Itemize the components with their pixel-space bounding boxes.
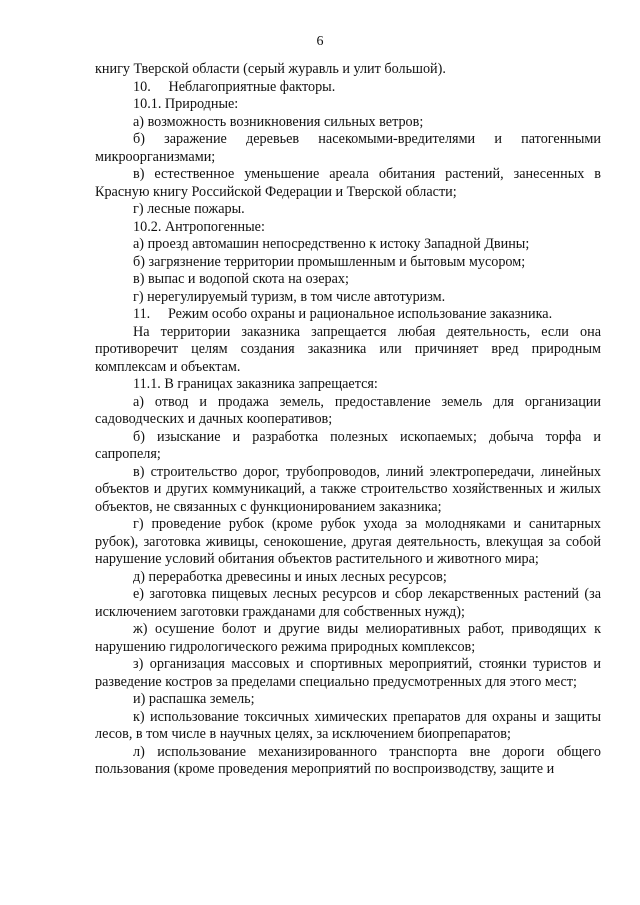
- paragraph: б) загрязнение территории промышленным и бытовым мусором;: [133, 253, 526, 270]
- paragraph: л) использование механизированного транспорта вне дороги общего пользования (кроме проведения мероприятий по воспроизводству, защите и: [95, 743, 605, 777]
- paragraph: ж) осушение болот и другие виды мелиоративных работ, приводящих к нарушению гидрологического режима природных комплексов;: [95, 621, 605, 655]
- document-body: [95, 61, 605, 779]
- paragraph: книгу Тверской области (серый журавль и улит большой).: [95, 61, 446, 77]
- paragraph: к) использование токсичных химических препаратов для охраны и защиты лесов, в том числе в научных целях, за исключением биопрепаратов;: [95, 708, 605, 742]
- paragraph: 10.2. Антропогенные:: [133, 218, 265, 235]
- paragraph: г) проведение рубок (кроме рубок ухода за молодняками и санитарных рубок), заготовка живицы, сенокошение, другая деятельность, влекущая за собой нарушение условий обитания объектов растительного и животного мира;: [95, 516, 605, 567]
- page-number: 6: [316, 34, 324, 49]
- paragraph: г) лесные пожары.: [133, 201, 245, 217]
- paragraph: е) заготовка пищевых лесных ресурсов и сбор лекарственных растений (за исключением заготовки гражданами для собственных нужд);: [95, 586, 605, 620]
- paragraph: в) строительство дорог, трубопроводов, линий электропередачи, линейных объектов и других коммуникаций, а также строительство хозяйственных и жилых объектов, не связанных с функционированием заказника;: [95, 463, 605, 515]
- paragraph: б) изыскание и разработка полезных ископаемых; добыча торфа и сапропеля;: [95, 428, 605, 462]
- paragraph: в) выпас и водопой скота на озерах;: [133, 271, 349, 287]
- paragraph: г) нерегулируемый туризм, в том числе автотуризм.: [133, 288, 446, 305]
- paragraph: 11.1. В границах заказника запрещается:: [133, 376, 378, 392]
- paragraph: в) естественное уменьшение ареала обитания растений, занесенных в Красную книгу Российской Федерации и Тверской области;: [95, 166, 605, 200]
- paragraph: б) заражение деревьев насекомыми-вредителями и патогенными микроорганизмами;: [95, 131, 605, 165]
- paragraph: а) возможность возникновения сильных ветров;: [133, 113, 424, 130]
- paragraph: з) организация массовых и спортивных мероприятий, стоянки туристов и разведение костров за пределами специально предусмотренных для этого мест;: [95, 656, 605, 690]
- paragraph: 10.1. Природные:: [133, 96, 239, 112]
- paragraph: 11. Режим особо охраны и рациональное использование заказника.: [133, 306, 553, 322]
- paragraph: а) отвод и продажа земель, предоставление земель для организации садоводческих и дачных кооперативов;: [95, 393, 605, 427]
- paragraph: 10. Неблагоприятные факторы.: [133, 78, 336, 95]
- paragraph: д) переработка древесины и иных лесных ресурсов;: [133, 568, 447, 585]
- paragraph: а) проезд автомашин непосредственно к истоку Западной Двины;: [133, 236, 530, 252]
- paragraph: На территории заказника запрещается любая деятельность, если она противоречит целям создания заказника или причиняет вред природным комплексам и объектам.: [95, 323, 605, 375]
- paragraph: и) распашка земель;: [133, 691, 255, 707]
